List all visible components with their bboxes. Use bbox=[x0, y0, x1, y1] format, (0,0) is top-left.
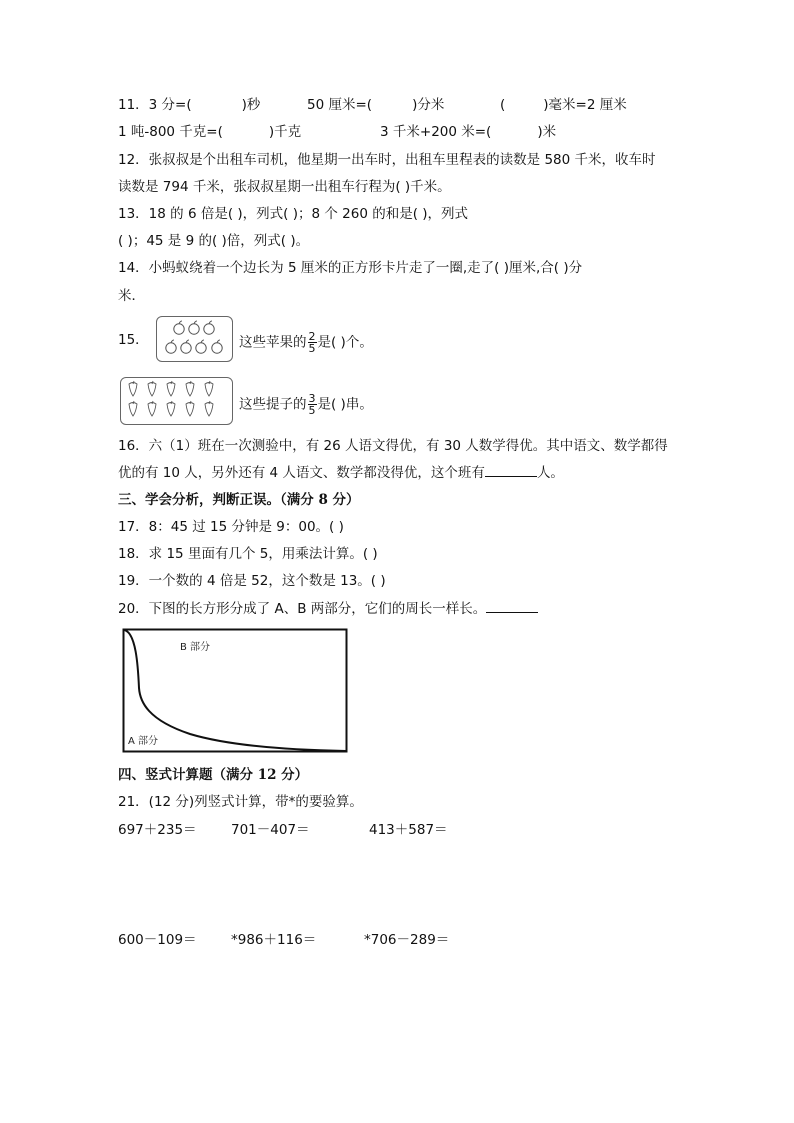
q11-row1: 11．3 分=( )秒 bbox=[118, 97, 261, 113]
q18: 18．求 15 里面有几个 5，用乘法计算。( ) bbox=[118, 546, 378, 562]
q11-item-a: 11．3 分=( bbox=[118, 97, 192, 113]
q11-row2-a: 1 吨-800 千克=( )千克 bbox=[118, 124, 302, 140]
q12-line2: 读数是 794 千米，张叔叔星期一出租车行程为( )千米。 bbox=[118, 179, 451, 195]
q19: 19．一个数的 4 倍是 52，这个数是 13。( ) bbox=[118, 573, 386, 589]
q15-grapes-text: 这些提子的 $\frac{3}{5}$ 是( )串。 bbox=[239, 392, 373, 417]
q13-line1: 13．18 的 6 倍是( )，列式( )；8 个 260 的和是( )，列式 bbox=[118, 206, 469, 222]
calc-4: 600－109＝ bbox=[118, 932, 197, 948]
q21-intro: 21．(12 分)列竖式计算，带*的要验算。 bbox=[118, 794, 363, 810]
grape-icons bbox=[121, 378, 232, 424]
q14-line1: 14．小蚂蚁绕着一个边长为 5 厘米的正方形卡片走了一圈,走了( )厘米,合( )分 bbox=[118, 260, 583, 276]
dividing-curve bbox=[124, 630, 346, 751]
apple-icons bbox=[157, 317, 232, 361]
q16-line1: 16．六（1）班在一次测验中，有 26 人语文得优，有 30 人数学得优。其中语文、数学都得 bbox=[118, 438, 668, 454]
q11-item-b: 50 厘米=( )分米 bbox=[307, 97, 445, 113]
label-a-part: A 部分 bbox=[128, 736, 159, 747]
calc-5: *986＋116＝ bbox=[231, 932, 317, 948]
rectangle-outline bbox=[124, 630, 347, 752]
section3-title: 三、学会分析，判断正误。（满分 8 分） bbox=[118, 492, 360, 508]
calc-3: 413＋587＝ bbox=[369, 822, 448, 838]
fraction-3-5: $\frac{3}{5}$ bbox=[308, 392, 316, 417]
label-b-part: B 部分 bbox=[180, 642, 211, 653]
grapes-picture bbox=[120, 377, 233, 425]
fraction-2-5: $\frac{2}{5}$ bbox=[308, 330, 316, 355]
q20: 20．下图的长方形分成了 A、B 两部分，它们的周长一样长。 bbox=[118, 600, 538, 618]
answer-blank[interactable] bbox=[485, 464, 537, 477]
q16-line2: 优的有 10 人，另外还有 4 人语文、数学都没得优，这个班有 人。 bbox=[118, 465, 564, 481]
q12-line1: 12．张叔叔是个出租车司机，他星期一出车时，出租车里程表的读数是 580 千米，收车时 bbox=[118, 152, 656, 168]
calc-6: *706－289＝ bbox=[364, 932, 450, 948]
apples-picture bbox=[156, 316, 233, 362]
q15-number: 15． bbox=[118, 332, 149, 348]
calc-2: 701－407＝ bbox=[231, 822, 310, 838]
q17: 17．8：45 过 15 分钟是 9：00。( ) bbox=[118, 519, 344, 535]
calc-1: 697＋235＝ bbox=[118, 822, 197, 838]
q13-line2: ( )；45 是 9 的( )倍，列式( )。 bbox=[118, 233, 310, 249]
answer-blank[interactable] bbox=[486, 600, 538, 613]
q15-apples-text: 这些苹果的 $\frac{2}{5}$ 是( )个。 bbox=[239, 330, 373, 355]
q11-row2-b: 3 千米+200 米=( )米 bbox=[380, 124, 557, 140]
q14-line2: 米． bbox=[118, 288, 145, 304]
section4-title: 四、竖式计算题（满分 12 分） bbox=[118, 767, 309, 783]
rectangle-figure bbox=[120, 626, 350, 756]
q11-item-c: ( )毫米=2 厘米 bbox=[500, 97, 627, 113]
